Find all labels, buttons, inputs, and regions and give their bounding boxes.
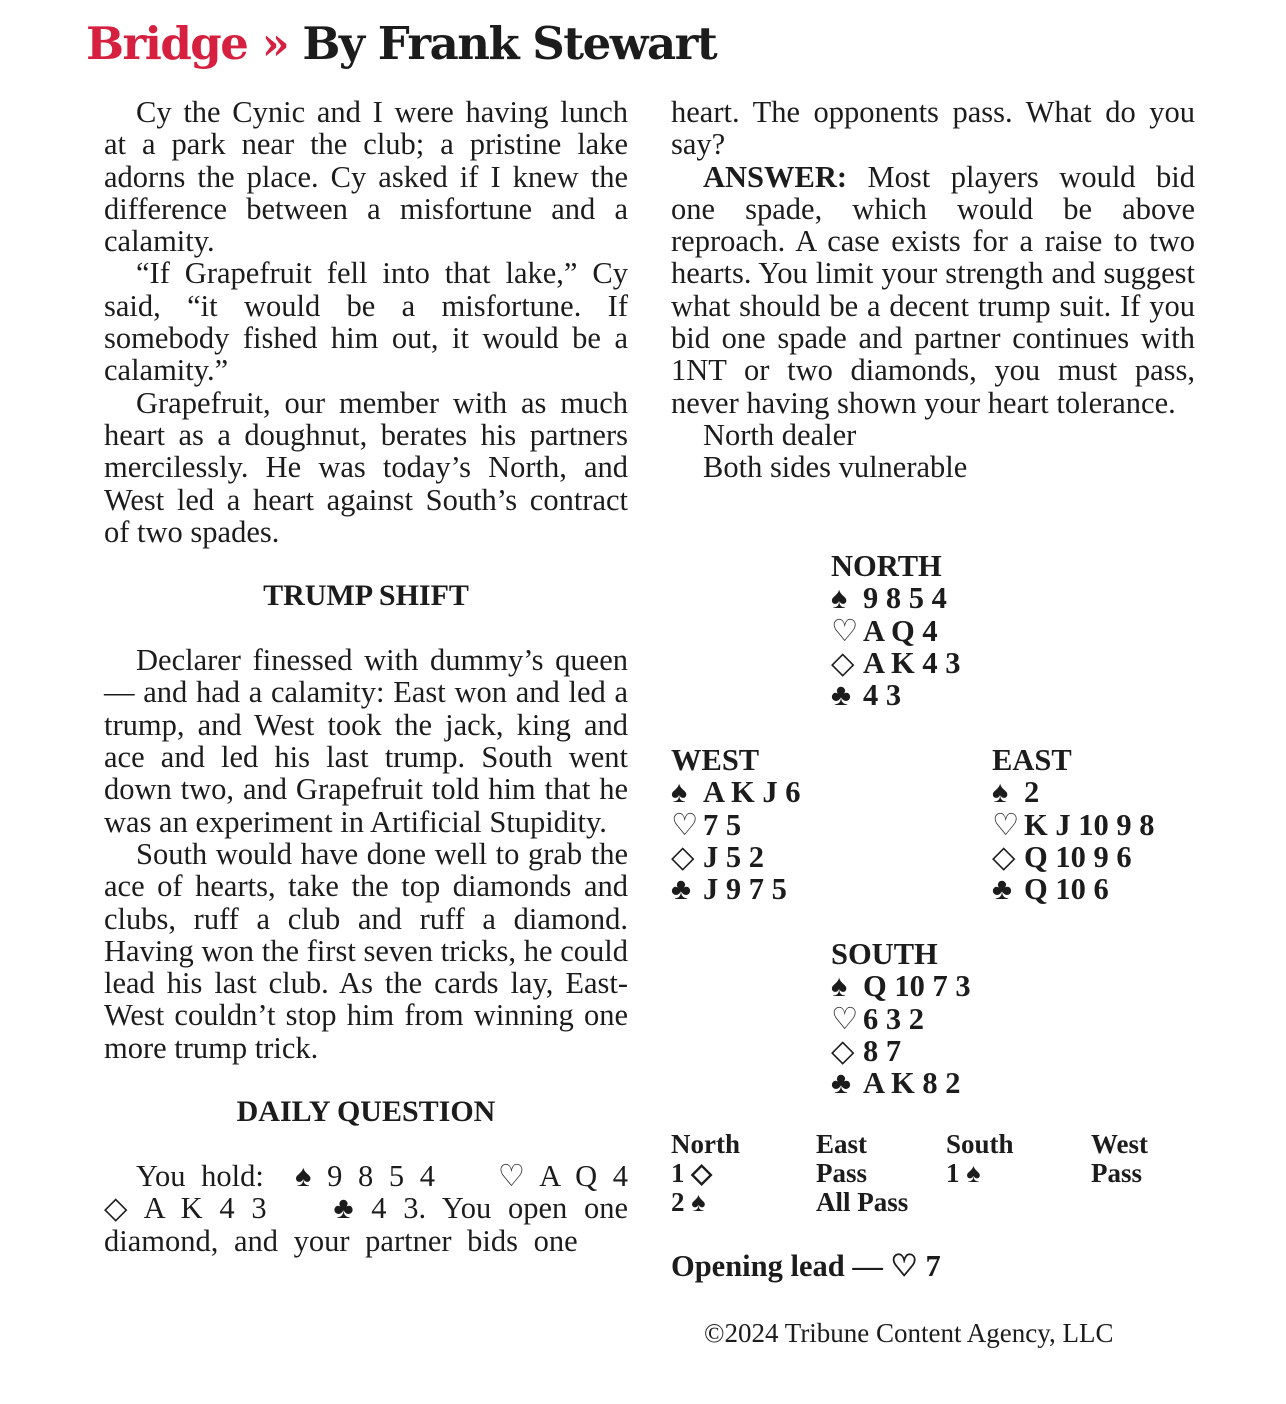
question-continued: heart. The opponents pass. What do you say? (671, 95, 1195, 162)
heart-icon: ♡ (831, 1001, 859, 1036)
paragraph: Cy the Cynic and I were having lunch at a park near the club; a pristine lake adorns the place. Cy asked if I knew the difference between a misfortune and a calamity. (104, 95, 628, 259)
bid (946, 1188, 1091, 1217)
opening-lead-label: Opening lead — (671, 1249, 883, 1283)
opening-lead-card: ♡ 7 (890, 1249, 941, 1283)
auction-header: South (946, 1129, 1014, 1159)
hand-label: WEST (671, 743, 760, 777)
bid: 1 ♠ (946, 1158, 981, 1188)
page-title (86, 14, 716, 74)
bid: 2 ♠ (671, 1187, 706, 1217)
diamonds-holding: ◇ A K 4 3 (831, 645, 961, 680)
article-column-left (104, 96, 628, 1257)
heart-icon: ♡ (671, 807, 699, 842)
answer-text: Most players would bid one spade, which would be above reproach. A case exists for a raise to two hearts. You limit your strength and suggest what should be a decent trump suit. If you bid one spade and partner continues with 1NT or two diamonds, you must pass, never having shown your heart tolerance. (671, 159, 1195, 420)
held-clubs: ♣ 4 3. (333, 1191, 427, 1226)
spade-icon: ♠ (671, 775, 688, 810)
answer-label: ANSWER: (703, 159, 848, 194)
paragraph: Grapefruit, our member with as much heart as a doughnut, berates his partners mercilessly. He was today’s North, and West led a heart against South’s contract of two spades. (104, 385, 628, 549)
title-bridge: Bridge » (86, 17, 289, 70)
auction-table (671, 1130, 1236, 1217)
hearts-holding: ♡ 7 5 (671, 807, 742, 842)
hearts-holding: ♡ 6 3 2 (831, 1001, 924, 1036)
hearts-holding: ♡ K J 10 9 8 (992, 807, 1155, 842)
auction-header-row (671, 1130, 1236, 1159)
hand-label: NORTH (831, 549, 942, 583)
question-first-part: You open one diamond, and your partner bids one (104, 1191, 628, 1258)
hand-label: SOUTH (831, 937, 938, 971)
diamonds-holding: ◇ Q 10 9 6 (992, 839, 1132, 874)
club-icon: ♣ (671, 872, 692, 907)
hand-north (831, 550, 960, 711)
held-hearts: ♡ A Q 4 (497, 1159, 629, 1194)
paragraph: South would have done well to grab the ace of hearts, take the top diamonds and clubs, ruff a club and ruff a diamond. Having won the first seven tricks, he could lead his last club. As the cards lay, East-West couldn’t stop him from winning one more trump trick. (104, 836, 628, 1065)
diamond-icon: ◇ (831, 1033, 855, 1068)
held-diamonds: ◇ A K 4 3 (104, 1191, 267, 1226)
clubs-holding: ♣ 4 3 (831, 678, 902, 713)
heart-icon: ♡ (831, 613, 859, 648)
subhead-daily-question: DAILY QUESTION (236, 1095, 496, 1129)
clubs-holding: ♣ Q 10 6 (992, 872, 1109, 907)
clubs-holding: ♣ A K 8 2 (831, 1066, 961, 1101)
heart-icon: ♡ (992, 807, 1020, 842)
diamond-icon: ◇ (831, 645, 855, 680)
hand-label: EAST (992, 743, 1072, 777)
diamond-icon: ◇ (992, 839, 1016, 874)
spades-holding: ♠ A K J 6 (671, 775, 801, 810)
bid: 1 ◇ (671, 1158, 713, 1188)
spades-holding: ♠ 9 8 5 4 (831, 581, 947, 616)
diamonds-holding: ◇ 8 7 (831, 1033, 902, 1068)
bid (1091, 1188, 1236, 1217)
daily-question (104, 1160, 628, 1257)
subhead-trump-shift: TRUMP SHIFT (263, 579, 469, 613)
bid: All Pass (816, 1187, 909, 1217)
paragraph: “If Grapefruit fell into that lake,” Cy said, “it would be a misfortune. If somebody fished him out, it would be a calamity.” (104, 256, 628, 388)
diamond-icon: ◇ (671, 839, 695, 874)
club-icon: ♣ (831, 1066, 852, 1101)
clubs-holding: ♣ J 9 7 5 (671, 872, 787, 907)
spade-icon: ♠ (831, 969, 848, 1004)
hearts-holding: ♡ A Q 4 (831, 613, 938, 648)
club-icon: ♣ (831, 678, 852, 713)
spades-holding: ♠ 2 (992, 775, 1040, 810)
club-icon: ♣ (992, 872, 1013, 907)
auction-row (671, 1159, 1236, 1188)
auction-header: North (671, 1129, 740, 1159)
dealer-line: North dealer (703, 417, 857, 452)
answer-paragraph (671, 161, 1195, 419)
spades-holding: ♠ Q 10 7 3 (831, 969, 971, 1004)
spade-icon: ♠ (992, 775, 1009, 810)
held-spades: ♠ 9 8 5 4 (295, 1159, 436, 1194)
auction-header: East (816, 1129, 868, 1159)
title-byline: By Frank Stewart (302, 17, 717, 70)
copyright: ©2024 Tribune Content Agency, LLC (704, 1318, 1114, 1348)
vulnerability-line: Both sides vulnerable (703, 450, 968, 485)
auction-row (671, 1188, 1236, 1217)
paragraph: Declarer finessed with dummy’s queen — and had a calamity: East won and led a trump, and West took the jack, king and ace and led his last trump. South went down two, and Grapefruit told him that he was an experiment in Artificial Stupidity. (104, 643, 628, 839)
bid: Pass (1091, 1158, 1143, 1188)
auction-header: West (1091, 1129, 1148, 1159)
diamonds-holding: ◇ J 5 2 (671, 839, 764, 874)
hand-west (671, 744, 800, 905)
spade-icon: ♠ (831, 581, 848, 616)
hand-east (992, 744, 1154, 905)
question-intro: You hold: (136, 1159, 264, 1194)
article-column-right (671, 96, 1195, 484)
opening-lead (671, 1250, 941, 1282)
hand-south (831, 938, 971, 1099)
bid: Pass (816, 1158, 868, 1188)
